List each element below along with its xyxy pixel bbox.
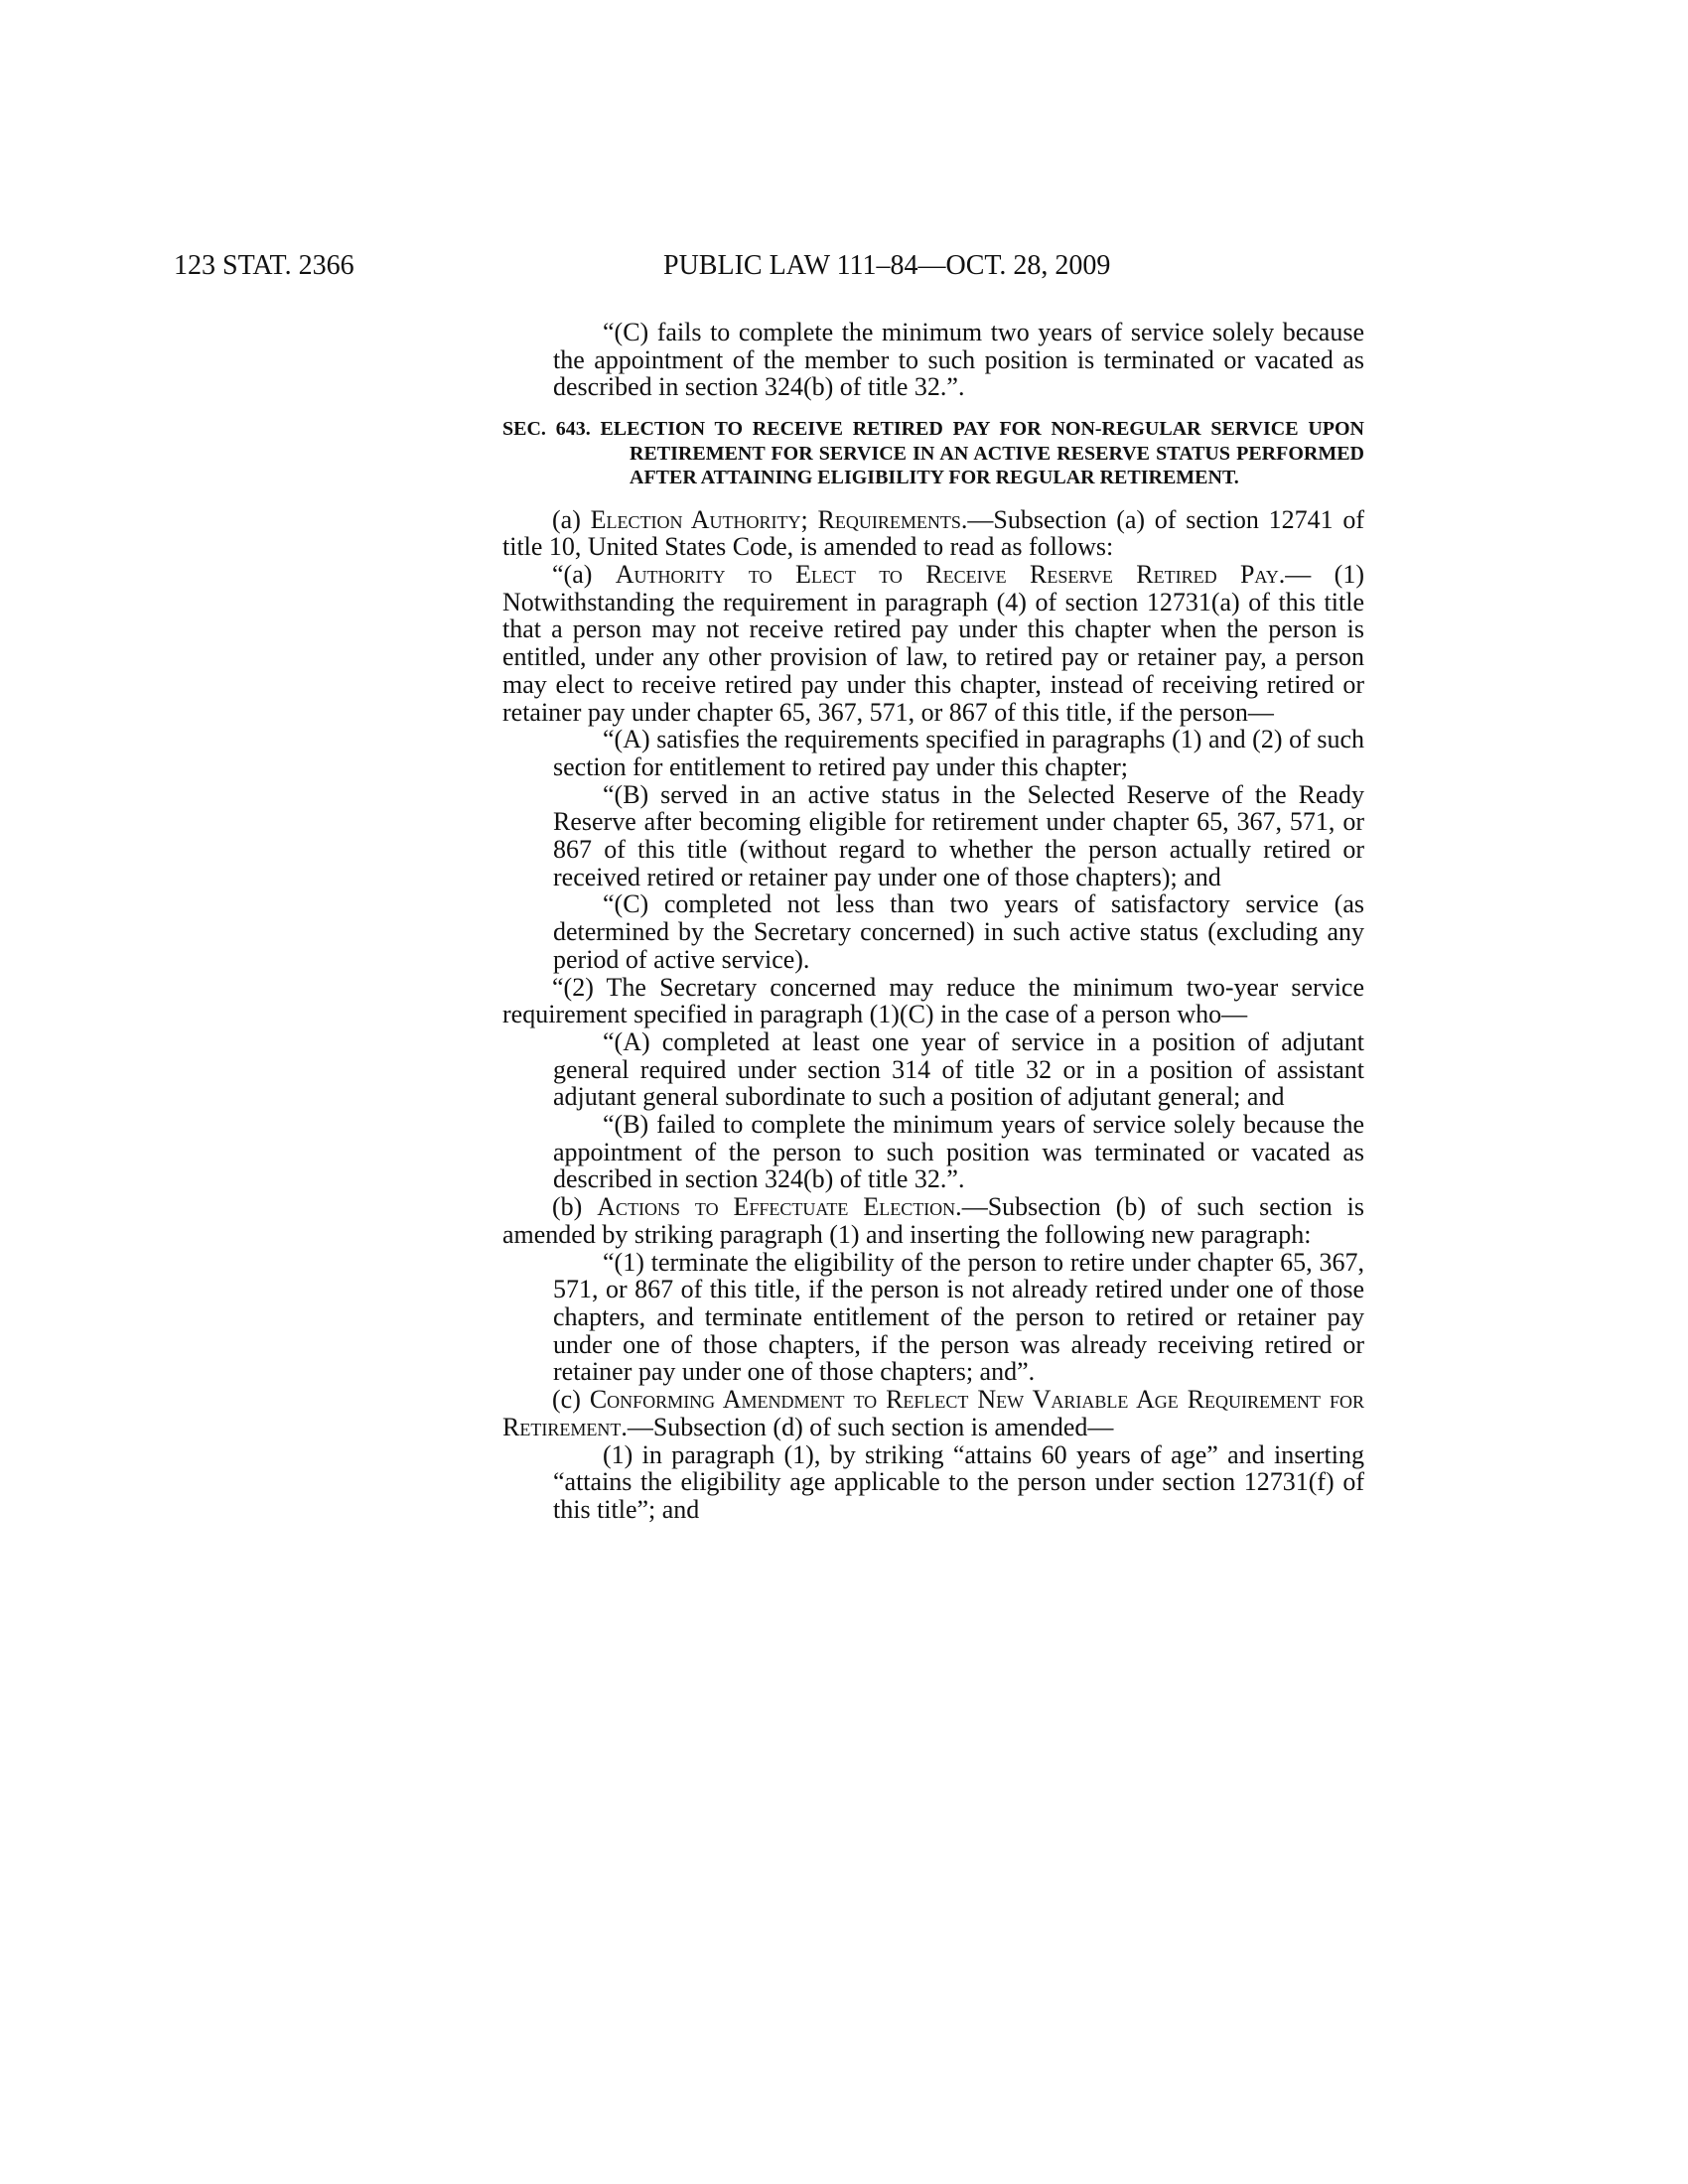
quoted-item-2b: “(B) failed to complete the minimum years of service solely because the appointment of the person to such position was terminated or vacated as described in section 324(b) of title 32.”. [553, 1110, 1364, 1194]
quoted-paragraph-c: “(C) fails to complete the minimum two years of service solely because the appointment of the member to such position is terminated or vacated as described in section 324(b) of title 32.”. [553, 318, 1364, 402]
subsection-c: (c) Conforming Amendment to Reflect New Variable Age Requirement for Retirement.—Subsection (d) of such section is amended— [502, 1385, 1364, 1441]
subsection-a-caption: Election Authority; Requirements. [590, 504, 968, 534]
quoted-subsection-a-caption: Authority to Elect to Receive Reserve Retired Pay. [615, 560, 1286, 590]
quoted-paragraph-2: “(2) The Secretary concerned may reduce the minimum two-year service requirement specified in paragraph (1)(C) in the case of a person who— [502, 972, 1364, 1029]
quoted-item-1c: “(C) completed not less than two years of satisfactory service (as determined by the Secretary concerned) in such active status (excluding any period of active service). [553, 889, 1364, 974]
paragraph-c1: (1) in paragraph (1), by striking “attains 60 years of age” and inserting “attains the eligibility age applicable to the person under section 12731(f) of this title”; and [553, 1439, 1364, 1524]
statute-page-number: 123 STAT. 2366 [174, 250, 354, 281]
public-law-citation: PUBLIC LAW 111–84—OCT. 28, 2009 [663, 250, 1111, 281]
subsection-c-caption: Conforming Amendment to Reflect New Variable Age Requirement for Retirement. [502, 1385, 1364, 1441]
page-header [0, 246, 1688, 286]
quoted-item-1a: “(A) satisfies the requirements specified in paragraphs (1) and (2) of such section for entitlement to retired pay under this chapter; [553, 725, 1364, 781]
quoted-item-2a: “(A) completed at least one year of service in a position of adjutant general required under section 314 of title 32 or in a position of assistant adjutant general subordinate to such a position of adjutant general; and [553, 1026, 1364, 1112]
section-heading: SEC. 643. ELECTION TO RECEIVE RETIRED PAY FOR NON-REGULAR SERVICE UPON RETIREMENT FOR SERVICE IN AN ACTIVE RESERVE STATUS PERFORMED AFTER ATTAINING ELIGIBILITY FOR REGULAR RETIREMENT. [502, 418, 1364, 489]
quoted-paragraph-b1: “(1) terminate the eligibility of the person to retire under chapter 65, 367, 571, or 867 of this title, if the person is not already retired under one of those chapters, and terminate entitlement of the person to retired or retainer pay under one of those chapters, if the person was already receiving retired or retainer pay under one of those chapters; and”. [553, 1247, 1364, 1387]
subsection-a: (a) Election Authority; Requirements.—Subsection (a) of section 12741 of title 10, United States Code, is amended to read as follows: [502, 504, 1364, 562]
quoted-subsection-a: “(a) Authority to Elect to Receive Reserve Retired Pay.— (1) Notwithstanding the requirement in paragraph (4) of section 12731(a) of this title that a person may not receive retired pay under this chapter when the person is entitled, under any other provision of law, to retired pay or retainer pay, a person may elect to receive retired pay under this chapter, instead of receiving retired or retainer pay under chapter 65, 367, 571, or 867 of this title, if the person— [502, 560, 1364, 727]
page-body [502, 319, 1364, 1524]
quoted-item-1b: “(B) served in an active status in the Selected Reserve of the Ready Reserve after becoming eligible for retirement under chapter 65, 367, 571, or 867 of this title (without regard to whether the person actually retired or received retired or retainer pay under one of those chapters); and [553, 779, 1364, 891]
subsection-b: (b) Actions to Effectuate Election.—Subsection (b) of such section is amended by striking paragraph (1) and inserting the following new paragraph: [502, 1192, 1364, 1249]
subsection-b-caption: Actions to Effectuate Election. [597, 1192, 962, 1222]
